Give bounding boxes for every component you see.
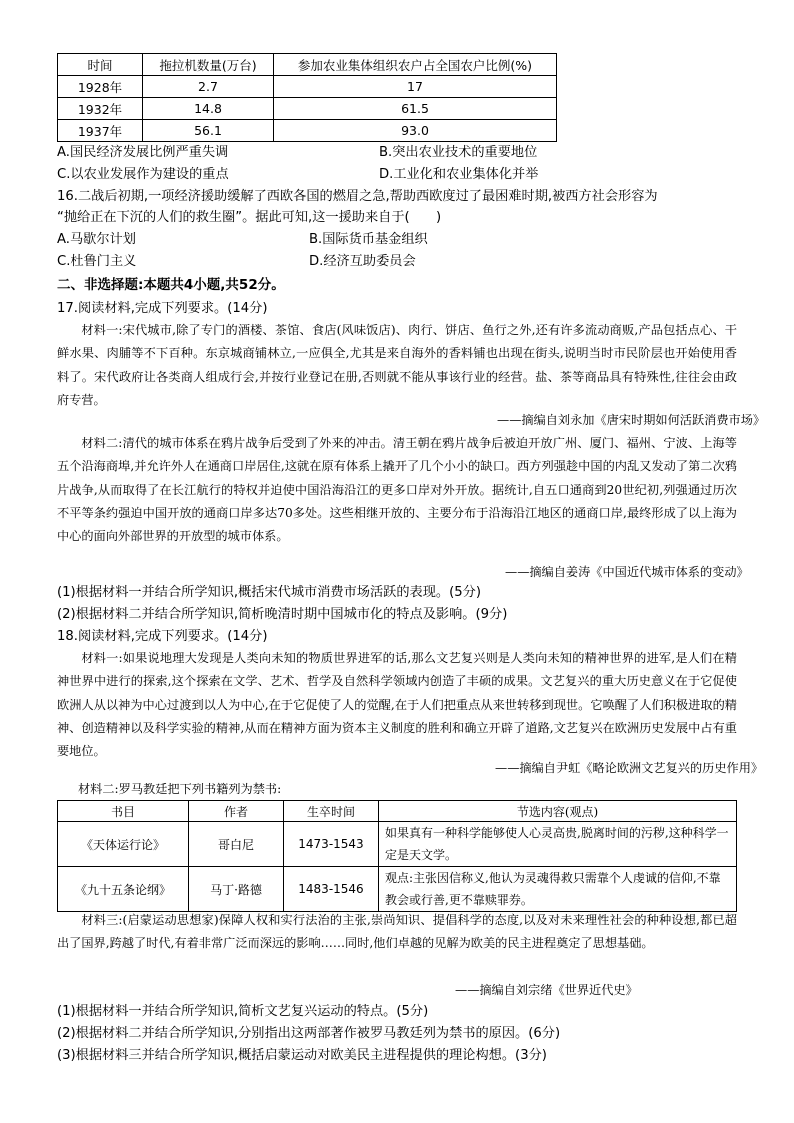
material-text: 材料三:(启蒙运动思想家)保障人权和实行法治的主张,崇尚知识、提倡科学的态度,以及对未来理性社会的种种设想,都已超出了国界,跨越了时代,有着非常广泛而深远的影响……同时,他们卓越的见解为欧美的民主进程奠定了思想基础。 [57,913,737,951]
table-cell: 1928年 [58,76,143,98]
table-row [58,867,737,912]
q17-ask-2: (2)根据材料二并结合所学知识,简析晚清时期中国城市化的特点及影响。(9分) [57,607,508,622]
table-cell: 1937年 [58,120,143,142]
table-header-cell: 拖拉机数量(万台) [143,54,274,76]
q17-title: 17.阅读材料,完成下列要求。(14分) [57,301,268,316]
q18-ask-3: (3)根据材料三并结合所学知识,概括启蒙运动对欧美民主进程提供的理论构想。(3分) [57,1048,547,1063]
table-cell: 《九十五条论纲》 [58,867,189,912]
table-header-row [58,801,737,822]
tractor-data-table [57,53,557,142]
table-header-cell: 书目 [58,801,189,822]
material-text: 材料一:宋代城市,除了专门的酒楼、茶馆、食店(风味饭店)、肉行、饼店、鱼行之外,还有许多流动商贩,产品包括点心、干鲜水果、肉脯等不下百种。东京城商铺林立,一应俱全,尤其是来自海外的香料铺也出现在街头,说明当时市民阶层也开始使用香料了。宋代政府让各类商人组成行会,并按行业登记在册,否则就不能从事该行业的经营。盐、茶等商品具有特殊性,往往会由政府专营。 [57,323,737,407]
table-header-cell: 作者 [189,801,284,822]
q18-material-3 [57,909,737,956]
table-header-cell: 时间 [58,54,143,76]
option-d: D.工业化和农业集体化并举 [379,167,539,182]
table-row [58,120,557,142]
table-cell: 2.7 [143,76,274,98]
table-header-cell: 参加农业集体组织农户占全国农户比例(%) [274,54,557,76]
table-cell: 《天体运行论》 [58,822,189,867]
table-cell: 14.8 [143,98,274,120]
table-row [58,822,737,867]
q17-material-2 [57,432,737,548]
q18-material-2-intro: 材料二:罗马教廷把下列书籍列为禁书: [78,782,282,796]
material-text: 材料一:如果说地理大发现是人类向未知的物质世界进军的话,那么文艺复兴则是人类向未知的精神世界的进军,是人们在精神世界中进行的探索,这个探索在文学、艺术、哲学及自然科学领域内创造了丰硕的成果。文艺复兴的重大历史意义在于它促使欧洲人从以神为中心过渡到以人为中心,在于它促使了人的觉醒,在于人们把重点从来世转移到现世。它唤醒了人们积极进取的精神、创造精神以及科学实验的精神,从而在精神方面为资本主义制度的胜利和确立开辟了道路,文艺复兴在欧洲历史发展中占有重要地位。 [57,651,737,759]
option-d: D.经济互助委员会 [309,254,416,269]
material-text: 材料二:清代的城市体系在鸦片战争后受到了外来的冲击。清王朝在鸦片战争后被迫开放广州、厦门、福州、宁波、上海等五个沿海商埠,并允许外人在通商口岸居住,这就在原有体系上撬开了几个小小的缺口。西方列强趁中国的内乱又发动了第二次鸦片战争,从而取得了在长江航行的特权并迫使中国沿海沿江的更多口岸对外开放。据统计,自五口通商到20世纪初,列强通过历次不平等条约强迫中国开放的通商口岸多达70多处。这些相继开放的、主要分布于沿海沿江地区的通商口岸,最终形成了以上海为中心的面向外部世界的开放型的城市体系。 [57,436,737,544]
q18-material-1 [57,647,737,763]
table-cell: 如果真有一种科学能够使人心灵高贵,脱离时间的污秽,这种科学一定是天文学。 [379,822,737,867]
q15-options-row-1 [57,144,538,162]
option-c: C.杜鲁门主义 [57,254,137,269]
table-header-row [58,54,557,76]
q18-ask-2: (2)根据材料二并结合所学知识,分别指出这两部著作被罗马教廷列为禁书的原因。(6分) [57,1026,561,1041]
q18-title: 18.阅读材料,完成下列要求。(14分) [57,629,268,644]
table-cell: 56.1 [143,120,274,142]
table-cell: 观点:主张因信称义,他认为灵魂得救只需靠个人虔诚的信仰,不靠教会或行善,更不靠赎罪券。 [379,867,737,912]
table-row [58,98,557,120]
banned-books-table [57,800,737,912]
table-cell: 93.0 [274,120,557,142]
q16-options-row-1 [57,231,428,249]
table-cell: 1483-1546 [284,867,379,912]
q16-stem-line-2: “抛给正在下沉的人们的救生圈”。据此可知,这一援助来自于( ) [57,210,442,225]
option-b: B.国际货币基金组织 [309,232,428,247]
q17-source-2: ——摘编自姜涛《中国近代城市体系的变动》 [505,565,749,579]
option-a: A.国民经济发展比例严重失调 [57,145,229,160]
q18-ask-1: (1)根据材料一并结合所学知识,简析文艺复兴运动的特点。(5分) [57,1004,429,1019]
table-header-cell: 生卒时间 [284,801,379,822]
table-row [58,76,557,98]
q17-ask-1: (1)根据材料一并结合所学知识,概括宋代城市消费市场活跃的表现。(5分) [57,585,481,600]
table-cell: 17 [274,76,557,98]
q18-source-1: ——摘编自尹虹《略论欧洲文艺复兴的历史作用》 [495,761,764,775]
q17-source-1: ——摘编自刘永加《唐宋时期如何活跃消费市场》 [497,413,766,427]
q16-stem-line-1: 16.二战后初期,一项经济援助缓解了西欧各国的燃眉之急,帮助西欧度过了最困难时期,被西方社会形容为 [57,189,658,204]
q15-options-row-2 [57,166,539,184]
option-a: A.马歇尔计划 [57,232,136,247]
table-cell: 哥白尼 [189,822,284,867]
table-cell: 61.5 [274,98,557,120]
table-cell: 1932年 [58,98,143,120]
section-heading: 二、非选择题:本题共4小题,共52分。 [57,277,285,293]
q18-source-3: ——摘编自刘宗绪《世界近代史》 [455,983,638,997]
q17-material-1 [57,319,737,412]
option-c: C.以农业发展作为建设的重点 [57,167,229,182]
table-cell: 马丁·路德 [189,867,284,912]
table-cell: 1473-1543 [284,822,379,867]
q16-options-row-2 [57,253,416,271]
option-b: B.突出农业技术的重要地位 [379,145,538,160]
table-header-cell: 节选内容(观点) [379,801,737,822]
